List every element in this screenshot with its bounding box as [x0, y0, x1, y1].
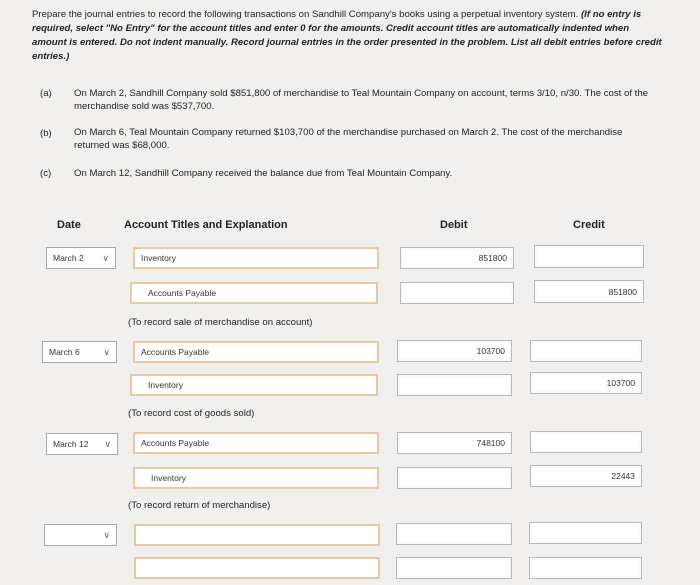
instructions-text: Prepare the journal entries to record the following transactions on Sandhill Company's books using a perpetual inventory system.	[32, 9, 579, 20]
account-title-input[interactable]: Inventory	[133, 247, 379, 269]
instructions	[32, 8, 662, 64]
account-title-input[interactable]	[134, 557, 380, 579]
credit-input[interactable]: 22443	[530, 465, 642, 487]
date-select[interactable]	[46, 433, 118, 455]
chevron-down-icon: ∨	[103, 346, 110, 357]
account-title-input[interactable]	[130, 374, 378, 396]
problem-c-text: On March 12, Sandhill Company received the balance due from Teal Mountain Company.	[74, 168, 453, 179]
debit-input[interactable]	[397, 374, 512, 396]
date-select[interactable]	[42, 341, 117, 363]
credit-input[interactable]: 851800	[534, 280, 644, 303]
account-title-input[interactable]: Accounts Payable	[133, 432, 379, 454]
account-title-value: Inventory	[151, 473, 186, 483]
account-title-value: Inventory	[148, 380, 183, 390]
debit-input[interactable]: 748100	[397, 432, 512, 454]
date-value: March 6	[49, 347, 80, 357]
problem-b-label: (b)	[40, 128, 52, 139]
date-select[interactable]	[46, 247, 116, 269]
instructions-note: (If no entry is required, select "No Entry" for the account titles and enter 0 for the amounts. Credit account titles are automatically indented when amount is entered. Do not indent manually. Record journal entries in the order presented in the problem. List all debit entries before credit entries.)	[32, 9, 662, 62]
date-value: March 12	[53, 439, 89, 449]
account-title-input[interactable]: Accounts Payable	[133, 341, 379, 363]
credit-input[interactable]	[534, 245, 644, 268]
problem-a-text: On March 2, Sandhill Company sold $851,800 of merchandise to Teal Mountain Company on account, terms 3/10, n/30. The cost of the merchandise sold was $537,700.	[74, 88, 649, 112]
date-value: March 2	[53, 253, 84, 263]
account-title-input[interactable]	[134, 524, 380, 546]
debit-input[interactable]	[396, 523, 512, 545]
chevron-down-icon: ∨	[104, 438, 111, 449]
account-title-input[interactable]	[130, 282, 378, 304]
credit-input[interactable]	[530, 431, 642, 453]
debit-input[interactable]: 103700	[397, 340, 512, 362]
entry-note: (To record return of merchandise)	[128, 500, 271, 511]
debit-input[interactable]	[397, 467, 512, 489]
debit-input[interactable]: 851800	[400, 247, 514, 269]
credit-input[interactable]	[530, 340, 642, 362]
debit-input[interactable]	[400, 282, 514, 304]
problem-c-label: (c)	[40, 168, 52, 179]
header-account: Account Titles and Explanation	[124, 219, 288, 231]
problem-a-label: (a)	[40, 88, 52, 99]
chevron-down-icon: ∨	[102, 252, 109, 263]
header-date: Date	[57, 219, 81, 231]
problem-b-text: On March 6, Teal Mountain Company returned $103,700 of the merchandise purchased on March 2. The cost of the merchandise returned was $68,000.	[74, 127, 623, 151]
credit-input[interactable]: 103700	[530, 372, 642, 394]
date-select[interactable]	[44, 524, 117, 546]
account-title-input[interactable]	[133, 467, 379, 489]
account-title-value: Accounts Payable	[148, 288, 217, 298]
chevron-down-icon: ∨	[103, 529, 110, 540]
credit-input[interactable]	[529, 522, 642, 544]
header-credit: Credit	[573, 219, 605, 231]
credit-input[interactable]	[529, 557, 642, 579]
header-debit: Debit	[440, 219, 468, 231]
debit-input[interactable]	[396, 557, 512, 579]
entry-note: (To record sale of merchandise on account)	[128, 317, 313, 328]
entry-note: (To record cost of goods sold)	[128, 408, 255, 419]
